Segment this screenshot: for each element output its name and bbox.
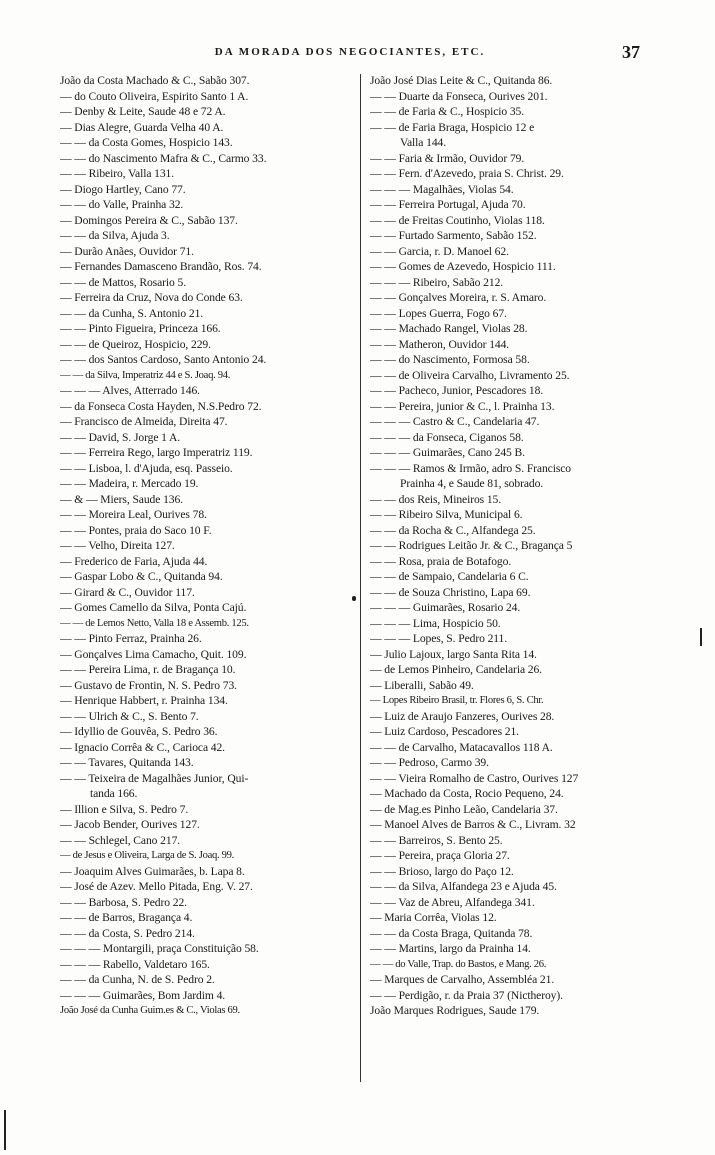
directory-entry: — — Lopes Guerra, Fogo 67. (370, 306, 507, 320)
directory-entry: — Manoel Alves de Barros & C., Livram. 32 (370, 818, 576, 831)
directory-entry: — — de Faria Braga, Hospicio 12 e (370, 120, 535, 134)
directory-entry: — — — Guimarães, Bom Jardim 4. (60, 988, 226, 1002)
directory-entry: — — David, S. Jorge 1 A. (60, 430, 181, 444)
directory-entry: — — — Magalhães, Violas 54. (370, 182, 514, 196)
directory-entry: — Gonçalves Lima Camacho, Quit. 109. (60, 647, 247, 661)
directory-entry: — Girard & C., Ouvidor 117. (60, 585, 195, 599)
directory-entry: — — da Costa, S. Pedro 214. (60, 926, 195, 940)
directory-entry: — — da Costa Gomes, Hospicio 143. (60, 136, 233, 149)
directory-entry: Valla 144. (400, 136, 447, 149)
directory-entry: — — Gonçalves Moreira, r. S. Amaro. (370, 291, 547, 304)
directory-entry: — de Jesus e Oliveira, Larga de S. Joaq. 99. (60, 850, 235, 861)
running-title: DA MORADA DOS NEGOCIANTES, ETC. (214, 46, 486, 58)
directory-entry: — Maria Corrêa, Violas 12. (370, 911, 497, 924)
directory-entry: — — Ferreira Portugal, Ajuda 70. (370, 198, 526, 211)
directory-entry: Prainha 4, e Saude 81, sobrado. (400, 477, 544, 490)
directory-entry: — — Lisboa, l. d'Ajuda, esq. Passeio. (60, 461, 233, 475)
directory-entry: — José de Azev. Mello Pitada, Eng. V. 27. (60, 880, 253, 893)
directory-entry: — — Pontes, praia do Saco 10 F. (60, 523, 212, 537)
directory-entry: — — Garcia, r. D. Manoel 62. (370, 244, 509, 258)
directory-entry: — — da Silva, Ajuda 3. (60, 229, 170, 242)
directory-entry: — — de Carvalho, Matacavallos 118 A. (370, 740, 553, 754)
directory-entry: — — Pereira, junior & C., l. Prainha 13. (370, 399, 555, 413)
directory-entry: — — Vieira Romalho de Castro, Ourives 127 (370, 771, 579, 785)
directory-entry: — — de Mattos, Rosario 5. (60, 275, 186, 289)
directory-entry: — — de Souza Christino, Lapa 69. (370, 585, 531, 599)
directory-entry: — — Tavares, Quitanda 143. (60, 756, 194, 769)
directory-entry: — Julio Lajoux, largo Santa Rita 14. (370, 647, 537, 661)
directory-entry: — — de Faria & C., Hospicio 35. (370, 105, 525, 118)
directory-entry: — Gomes Camello da Silva, Ponta Cajú. (60, 601, 247, 614)
directory-entry: — Luiz de Araujo Fanzeres, Ourives 28. (370, 709, 555, 723)
directory-entry: — — do Nascimento Mafra & C., Carmo 33. (60, 151, 267, 165)
directory-entry: — — Martins, largo da Prainha 14. (370, 942, 531, 955)
directory-entry: — Marques de Carvalho, Assembléa 21. (370, 973, 555, 986)
directory-entry: — — — Guimarães, Rosario 24. (370, 601, 521, 614)
directory-entry: — — Pereira, praça Gloria 27. (370, 849, 510, 862)
directory-entry: — de Lemos Pinheiro, Candelaria 26. (370, 663, 542, 676)
directory-entry: — — Velho, Direita 127. (60, 539, 175, 552)
directory-entry: — Francisco de Almeida, Direita 47. (60, 415, 228, 428)
directory-entry: — — Vaz de Abreu, Alfandega 341. (370, 895, 535, 909)
directory-entry: — Ignacio Corrêa & C., Carioca 42. (60, 740, 225, 754)
directory-entry: — — — Montargili, praça Constituição 58. (60, 942, 259, 955)
column-divider (360, 74, 361, 1082)
directory-entry: — Liberalli, Sabão 49. (370, 678, 474, 692)
directory-entry: — — da Silva, Imperatriz 44 e S. Joaq. 94. (60, 369, 231, 381)
directory-entry: — Denby & Leite, Saude 48 e 72 A. (60, 105, 226, 118)
left-column (60, 73, 350, 1093)
directory-entry: — — Ribeiro, Valla 131. (60, 167, 175, 180)
directory-entry: — — do Nascimento, Formosa 58. (370, 353, 530, 366)
directory-entry: — — Pinto Ferraz, Prainha 26. (60, 632, 202, 645)
directory-entry: — — do Valle, Prainha 32. (60, 198, 184, 211)
directory-entry: — — Furtado Sarmento, Sabão 152. (370, 229, 537, 242)
directory-entry: — — Rosa, praia de Botafogo. (370, 554, 512, 568)
directory-entry: tanda 166. (90, 787, 138, 800)
directory-entry: — — Madeira, r. Mercado 19. (60, 477, 199, 490)
directory-entry: — — de Barros, Bragança 4. (60, 911, 193, 924)
directory-entry: — — de Sampaio, Candelaria 6 C. (370, 570, 529, 583)
directory-entry: — — da Cunha, S. Antonio 21. (60, 306, 204, 320)
directory-entry: — Lopes Ribeiro Brasil, tr. Flores 6, S. Chr. (370, 695, 544, 706)
directory-entry: João da Costa Machado & C., Sabão 307. (60, 74, 250, 87)
directory-entry: — Luiz Cardoso, Pescadores 21. (370, 725, 519, 738)
directory-entry: — — — Alves, Atterrado 146. (60, 384, 200, 397)
page-header (60, 44, 640, 68)
directory-entry: — — dos Reis, Mineiros 15. (370, 492, 502, 506)
directory-entry: — — de Oliveira Carvalho, Livramento 25. (370, 368, 570, 382)
directory-entry: — — — Castro & C., Candelaria 47. (370, 415, 540, 428)
directory-entry: — — — Rabello, Valdetaro 165. (60, 957, 210, 971)
directory-entry: — — Brioso, largo do Paço 12. (370, 864, 514, 878)
directory-entry: — — Matheron, Ouvidor 144. (370, 337, 510, 351)
directory-entry: — do Couto Oliveira, Espirito Santo 1 A. (60, 89, 249, 103)
directory-entry: — — Fern. d'Azevedo, praia S. Christ. 29. (370, 167, 564, 180)
directory-entry: — — de Freitas Coutinho, Violas 118. (370, 213, 545, 227)
directory-entry: — — da Silva, Alfandega 23 e Ajuda 45. (370, 880, 557, 893)
directory-entry: — — — Lima, Hospicio 50. (370, 616, 501, 630)
directory-entry: — de Mag.es Pinho Leão, Candelaria 37. (370, 802, 558, 816)
ink-dot-mark (352, 596, 356, 601)
directory-entry: — — Perdigão, r. da Praia 37 (Nictheroy). (370, 988, 563, 1002)
directory-entry: — — da Costa Braga, Quitanda 78. (370, 926, 533, 940)
directory-entry: — — Pinto Figueira, Princeza 166. (60, 322, 221, 335)
directory-entry: — — de Queiroz, Hospicio, 229. (60, 337, 211, 351)
directory-entry: — Jacob Bender, Ourives 127. (60, 818, 200, 831)
directory-entry: — — Pereira Lima, r. de Bragança 10. (60, 663, 236, 676)
directory-entry: — — Pedroso, Carmo 39. (370, 756, 489, 769)
page-edge-mark (4, 1110, 6, 1150)
directory-entry: João Marques Rodrigues, Saude 179. (370, 1004, 540, 1017)
directory-entry: — — Ferreira Rego, largo Imperatriz 119. (60, 446, 253, 459)
directory-entry: — Gustavo de Frontin, N. S. Pedro 73. (60, 678, 237, 692)
directory-entry: — — — da Fonseca, Ciganos 58. (370, 430, 524, 444)
directory-entry: — — de Lemos Netto, Valla 18 e Assemb. 125. (60, 617, 249, 629)
directory-entry: — Domingos Pereira & C., Sabão 137. (60, 213, 238, 227)
directory-entry: — — — Ribeiro, Sabão 212. (370, 275, 504, 289)
directory-entry: — — Rodrigues Leitão Jr. & C., Bragança 5 (370, 539, 573, 552)
directory-entry: — Henrique Habbert, r. Prainha 134. (60, 694, 228, 707)
directory-entry: — — Schlegel, Cano 217. (60, 833, 181, 847)
directory-entry: João José Dias Leite & C., Quitanda 86. (370, 74, 553, 87)
directory-entry: — — — Lopes, S. Pedro 211. (370, 632, 508, 645)
directory-entry: — Joaquim Alves Guimarães, b. Lapa 8. (60, 864, 245, 878)
directory-entry: — — — Guimarães, Cano 245 B. (370, 446, 525, 459)
directory-entry: — — Barreiros, S. Bento 25. (370, 833, 503, 847)
directory-entry: — — Ribeiro Silva, Municipal 6. (370, 508, 523, 521)
directory-entry: — Illion e Silva, S. Pedro 7. (60, 802, 189, 816)
directory-entry: — Gaspar Lobo & C., Quitanda 94. (60, 570, 223, 583)
directory-entry: — — dos Santos Cardoso, Santo Antonio 24. (60, 353, 267, 366)
page-number: 37 (622, 42, 640, 62)
directory-entry: — Idyllio de Gouvêa, S. Pedro 36. (60, 725, 218, 738)
directory-entry: — Machado da Costa, Rocio Pequeno, 24. (370, 787, 564, 800)
directory-entry: — da Fonseca Costa Hayden, N.S.Pedro 72. (60, 399, 262, 413)
directory-entry: — — Gomes de Azevedo, Hospicio 111. (370, 260, 556, 273)
directory-entry: — — Faria & Irmão, Ouvidor 79. (370, 151, 525, 165)
right-column (370, 73, 660, 1093)
directory-entry: — Diogo Hartley, Cano 77. (60, 182, 186, 196)
directory-entry: — Frederico de Faria, Ajuda 44. (60, 554, 208, 568)
directory-entry: — & — Miers, Saude 136. (60, 492, 183, 506)
directory-entry: — — da Rocha & C., Alfandega 25. (370, 523, 536, 537)
directory-entry: — — do Valle, Trap. do Bastos, e Mang. 26. (370, 958, 547, 970)
directory-entry: — — Ulrich & C., S. Bento 7. (60, 709, 199, 723)
directory-entry: João José da Cunha Guim.es & C., Violas 69. (60, 1005, 240, 1016)
directory-entry: — Dias Alegre, Guarda Velha 40 A. (60, 120, 224, 134)
directory-entry: — — Moreira Leal, Ourives 78. (60, 508, 207, 521)
directory-entry: — Fernandes Damasceno Brandão, Ros. 74. (60, 260, 262, 273)
directory-entry: — — da Cunha, N. de S. Pedro 2. (60, 973, 215, 986)
directory-entry: — — Barbosa, S. Pedro 22. (60, 895, 187, 909)
directory-entry: — Ferreira da Cruz, Nova do Conde 63. (60, 291, 243, 304)
directory-entry: — — Pacheco, Junior, Pescadores 18. (370, 384, 544, 397)
directory-entry: — Durão Anães, Ouvidor 71. (60, 244, 194, 258)
directory-entry: — — — Ramos & Irmão, adro S. Francisco (370, 461, 571, 475)
directory-entry: — — Machado Rangel, Violas 28. (370, 322, 528, 335)
directory-entry: — — Teixeira de Magalhães Junior, Qui- (60, 771, 249, 785)
directory-entry: — — Duarte da Fonseca, Ourives 201. (370, 89, 548, 103)
margin-ink-mark (700, 628, 702, 646)
